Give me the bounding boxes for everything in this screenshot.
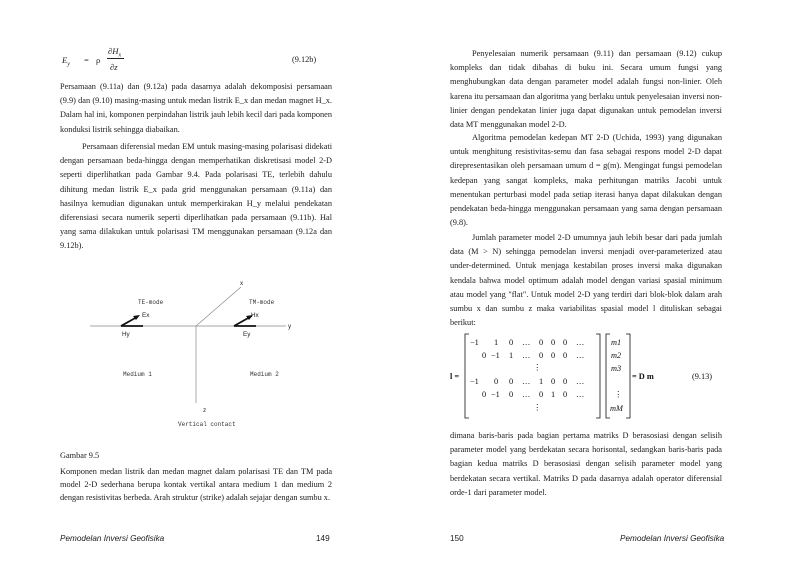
axis-z-label: z (203, 407, 207, 414)
vertical-contact-label: Vertical contact (178, 421, 236, 428)
matrix-cell: 0 (509, 338, 514, 347)
vector-m3: m3 (611, 364, 622, 373)
matrix-eq-number: (9.13) (692, 372, 713, 381)
medium-2-label: Medium 2 (250, 371, 279, 378)
eq-lhs: $E_y$ (62, 55, 70, 68)
matrix-rhs: = D m (632, 372, 654, 381)
hx-arrow (234, 317, 250, 326)
figure-caption: Komponen medan listrik dan medan magnet dalam polarisasi TE dan TM pada model 2-D sederhana berupa kontak vertikal antara medium 1 dan medium 2 dengan resistivitas berbeda. Arah struktur (strike) adalah sejajar dengan sumbu x. (60, 467, 332, 503)
matrix-cell: 0 (539, 351, 544, 360)
medium-1-label: Medium 1 (123, 371, 152, 378)
left-paragraph-2: Persamaan diferensial medan EM untuk masing-masing polarisasi didekati dengan persamaan beda-hingga dengan memperhatikan diskretisasi model 2-D seperti diperlihatkan pada Gambar 9.4. Pada polarisasi TE, terlebih dahulu dihitung medan listrik E_x pada grid menggunakan persamaan (9.11a) dan hasilnya kemudian digunakan untuk memperkirakan H_y melalui pendekatan diferensiasi secara numerik seperti diperlihatkan pada persamaan (9.11b). Hal yang sama dilakukan untuk polarisasi TM menggunakan persamaan (9.12a dan 9.12b). (60, 142, 332, 251)
matrix-vdots: ⋮ (533, 403, 542, 412)
right-paragraph-4: dimana baris-baris pada bagian pertama matriks D berasosiasi dengan selisih parameter model yang berdekatan secara horisontal, sedangkan baris-baris pada bagian kedua matriks D berasosiasi dengan selisih parameter model yang berdekatan secara vertikal. Matriks D pada dasarnya adalah operator diferensial orde-1 dari parameter model. (450, 431, 722, 497)
matrix-cell: 0 (563, 338, 568, 347)
ey-label: Ey (243, 331, 251, 338)
hx-label: Hx (251, 312, 259, 319)
figure-x-axis-line (196, 287, 241, 326)
matrix-cell: 1 (494, 338, 499, 347)
eq-number: (9.12b) (292, 55, 317, 64)
matrix-cell: 1 (551, 390, 556, 399)
matrix-cell: 0 (563, 351, 568, 360)
matrix-d-cells (470, 338, 584, 412)
eq-denominator: ∂z (110, 62, 118, 72)
matrix-bracket-left (465, 334, 469, 418)
matrix-cell: 0 (509, 390, 514, 399)
matrix-lhs: l = (450, 372, 460, 381)
vector-m1: m1 (611, 338, 622, 347)
matrix-cell: … (576, 351, 585, 360)
matrix-cell: −1 (491, 390, 500, 399)
te-mode-label: TE-mode (138, 299, 164, 306)
matrix-cell: … (522, 351, 531, 360)
matrix-cell: 0 (563, 377, 568, 386)
tm-mode-label: TM-mode (249, 299, 275, 306)
matrix-cell: −1 (491, 351, 500, 360)
matrix-cell: … (522, 377, 531, 386)
eq-numerator: $\partial H_x$ (108, 46, 122, 59)
vector-vdots: ⋮ (614, 390, 623, 399)
eq-equals: = (84, 55, 89, 65)
right-page-number: 150 (450, 534, 464, 543)
matrix-cell: −1 (470, 377, 479, 386)
matrix-cell: 0 (551, 338, 556, 347)
matrix-cell: 0 (482, 390, 487, 399)
right-paragraph-3: Jumlah parameter model 2-D umumnya jauh lebih besar dari pada jumlah data (M > N) sehingga pemodelan inversi menjadi over-parameterized atau under-determined. Untuk menjaga kestabilan proses inversi maka digunakan kendala bahwa model optimum adalah model dengan variasi spasial minimum atau model yang "flat". Untuk model 2-D yang terdiri dari blok-blok dalam arah sumbu x dan sumbu z maka variabilitas spasial model l dituliskan sebagai berikut: (450, 233, 722, 328)
matrix-cell: … (576, 338, 585, 347)
matrix-cell: −1 (470, 338, 479, 347)
ex-label: Ex (142, 312, 150, 319)
matrix-cell: 0 (539, 338, 544, 347)
matrix-cell: … (576, 377, 585, 386)
matrix-cell: … (576, 390, 585, 399)
matrix-cell: 0 (494, 377, 499, 386)
axis-y-label: y (288, 323, 292, 330)
matrix-vdots: ⋮ (533, 363, 542, 372)
figure-caption-title: Gambar 9.5 (60, 451, 100, 460)
vector-bracket-right (626, 334, 630, 418)
vector-mM: mM (610, 404, 623, 413)
hy-label: Hy (122, 331, 130, 338)
left-paragraph-1: Persamaan (9.11a) dan (9.12a) pada dasarnya adalah dekomposisi persamaan (9.9) dan (9.10) masing-masing untuk medan listrik E_x dan medan magnet H_x. Dalam hal ini, komponen perpindahan listrik jauh lebih kecil dari pada komponen konduksi listrik sehingga diabaikan. (60, 82, 332, 134)
eq-rho: ρ (96, 55, 101, 65)
matrix-cell: … (522, 390, 531, 399)
matrix-cell: 0 (563, 390, 568, 399)
right-page (400, 0, 800, 565)
matrix-cell: 0 (551, 351, 556, 360)
matrix-cell: 0 (539, 390, 544, 399)
ex-arrow (121, 317, 137, 326)
matrix-bracket-right (596, 334, 600, 418)
axis-x-label: x (240, 280, 244, 287)
matrix-cell: 0 (551, 377, 556, 386)
matrix-cell: 1 (539, 377, 544, 386)
matrix-cell: 0 (509, 377, 514, 386)
vector-m2: m2 (611, 351, 622, 360)
right-paragraph-1: Penyelesaian numerik persamaan (9.11) dan persamaan (9.12) cukup kompleks dan tidak dibahas di buku ini. Secara umum fungsi yang menghubungkan data dengan parameter model adalah fungsi non-linier. Oleh karena itu persamaan dan algoritma yang berlaku untuk penyelesaian inversi non-linier dengan pendekatan linier juga dapat digunakan untuk pemodelan inversi data MT menggunakan model 2-D. (450, 49, 722, 130)
matrix-cell: … (522, 338, 531, 347)
left-footer: Pemodelan Inversi Geofisika (60, 534, 165, 543)
matrix-cell: 0 (482, 351, 487, 360)
matrix-cell: 1 (509, 351, 514, 360)
right-footer: Pemodelan Inversi Geofisika (620, 534, 725, 543)
right-paragraph-2: Algoritma pemodelan kedepan MT 2-D (Uchida, 1993) yang digunakan untuk menghitung resistivitas-semu dan fasa sebagai respons model 2-D dapat direpresentasikan oleh persamaan umum d = g(m). Mengingat fungsi pemodelan kedepan yang sangat kompleks, maka perhitungan matriks Jacobi untuk menentukan perturbasi model pada setiap iterasi hanya dapat dilakukan dengan pendekatan beda-hingga menggunakan persamaan yang sama dengan persamaan (9.8). (450, 133, 722, 228)
left-page-number: 149 (316, 534, 330, 543)
